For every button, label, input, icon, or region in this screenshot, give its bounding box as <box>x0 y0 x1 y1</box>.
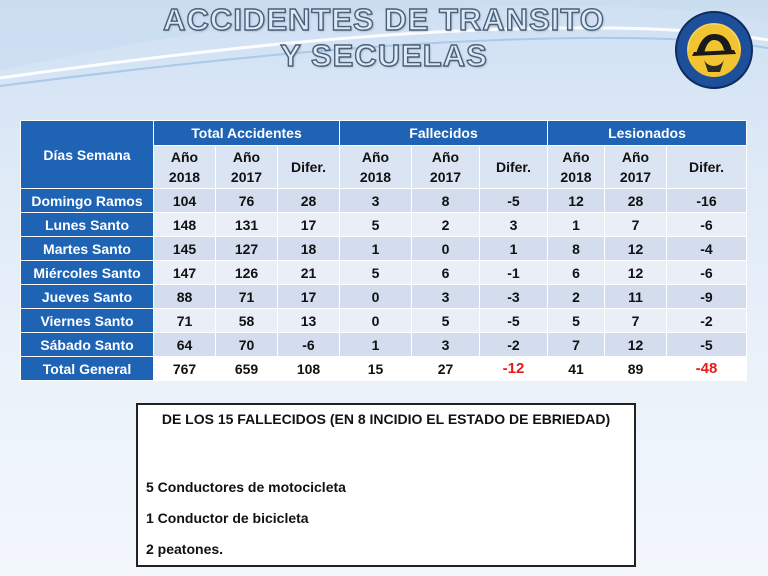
table-row <box>21 309 747 333</box>
table-cell: 147 <box>154 261 216 285</box>
row-label: Miércoles Santo <box>21 261 154 285</box>
table-row <box>21 189 747 213</box>
table-cell: 8 <box>548 237 605 261</box>
table-cell: 6 <box>548 261 605 285</box>
table-cell: 21 <box>278 261 340 285</box>
column-subheader <box>216 146 278 189</box>
table-cell: 5 <box>340 261 412 285</box>
table-cell: 3 <box>412 285 480 309</box>
table-cell: 5 <box>340 213 412 237</box>
table-cell: 17 <box>278 285 340 309</box>
table-row <box>21 285 747 309</box>
row-label: Martes Santo <box>21 237 154 261</box>
table-cell: -6 <box>667 261 747 285</box>
subheader-text: Año <box>562 149 590 165</box>
column-subheader <box>605 146 667 189</box>
table-cell: 148 <box>154 213 216 237</box>
table-row <box>21 237 747 261</box>
subheader-text: 2018 <box>168 169 201 185</box>
table-cell: 5 <box>548 309 605 333</box>
table-cell: 104 <box>154 189 216 213</box>
table-cell: 5 <box>412 309 480 333</box>
table-cell: -2 <box>667 309 747 333</box>
group-header-deaths: Fallecidos <box>340 121 548 146</box>
table-cell: 3 <box>340 189 412 213</box>
subheader-text: Difer. <box>290 159 326 175</box>
table-cell: -48 <box>667 357 747 381</box>
table-cell: 17 <box>278 213 340 237</box>
note-line: 1 Conductor de bicicleta <box>146 510 309 526</box>
subheader-text: 2017 <box>230 169 263 185</box>
table-total-row <box>21 357 747 381</box>
table-cell: -16 <box>667 189 747 213</box>
group-header-injured: Lesionados <box>548 121 747 146</box>
subheader-text: 2017 <box>429 169 462 185</box>
column-subheader <box>548 146 605 189</box>
table-cell: 18 <box>278 237 340 261</box>
table-cell: 28 <box>278 189 340 213</box>
table-cell: 3 <box>480 213 548 237</box>
column-subheader <box>154 146 216 189</box>
table-cell: -6 <box>278 333 340 357</box>
table-cell: -5 <box>480 189 548 213</box>
table-cell: 41 <box>548 357 605 381</box>
column-subheader <box>480 146 548 189</box>
table-cell: 6 <box>412 261 480 285</box>
column-subheader <box>340 146 412 189</box>
table-cell: -9 <box>667 285 747 309</box>
column-subheader <box>412 146 480 189</box>
table-cell: 12 <box>605 237 667 261</box>
row-label: Lunes Santo <box>21 213 154 237</box>
table-cell: 1 <box>480 237 548 261</box>
table-cell: -5 <box>667 333 747 357</box>
table-cell: 131 <box>216 213 278 237</box>
table-cell: 1 <box>548 213 605 237</box>
title-line-1: ACCIDENTES DE TRANSITO <box>163 2 605 37</box>
table-cell: 0 <box>340 285 412 309</box>
group-header-total-accidents: Total Accidentes <box>154 121 340 146</box>
note-line: 2 peatones. <box>146 541 224 557</box>
table-row <box>21 333 747 357</box>
subheader-text: Difer. <box>688 159 724 175</box>
table-cell: 659 <box>216 357 278 381</box>
police-logo-icon <box>674 10 754 90</box>
table-cell: 127 <box>216 237 278 261</box>
table-cell: 88 <box>154 285 216 309</box>
subheader-text: Año <box>431 149 460 165</box>
subheader-text: Año <box>621 149 650 165</box>
table-cell: -6 <box>667 213 747 237</box>
row-label: Viernes Santo <box>21 309 154 333</box>
row-label: Domingo Ramos <box>21 189 154 213</box>
table-cell: 2 <box>548 285 605 309</box>
table-cell: 0 <box>340 309 412 333</box>
table-cell: 0 <box>412 237 480 261</box>
accidents-table <box>20 120 747 381</box>
subheader-text: Año <box>232 149 261 165</box>
note-heading: DE LOS 15 FALLECIDOS (EN 8 INCIDIO EL ESTADO DE EBRIEDAD) <box>161 411 611 427</box>
table-cell: 58 <box>216 309 278 333</box>
table-row <box>21 213 747 237</box>
table-cell: -5 <box>480 309 548 333</box>
table-cell: 27 <box>412 357 480 381</box>
table-cell: 12 <box>605 261 667 285</box>
note-line: 5 Conductores de motocicleta <box>146 479 346 495</box>
table-cell: -1 <box>480 261 548 285</box>
subheader-text: Año <box>170 149 199 165</box>
subheader-text: Año <box>361 149 390 165</box>
subheader-text: 2018 <box>560 169 592 185</box>
table-cell: 2 <box>412 213 480 237</box>
table-cell: 11 <box>605 285 667 309</box>
table-row <box>21 261 747 285</box>
table-cell: 7 <box>605 309 667 333</box>
table-cell: 1 <box>340 237 412 261</box>
table-cell: 126 <box>216 261 278 285</box>
table-cell: 1 <box>340 333 412 357</box>
table-cell: 64 <box>154 333 216 357</box>
table-cell: 108 <box>278 357 340 381</box>
column-subheader <box>278 146 340 189</box>
table-cell: 12 <box>548 189 605 213</box>
page-title <box>0 2 768 74</box>
table-cell: 71 <box>154 309 216 333</box>
table-cell: 767 <box>154 357 216 381</box>
subheader-text: 2018 <box>359 169 392 185</box>
table-cell: 8 <box>412 189 480 213</box>
row-label: Jueves Santo <box>21 285 154 309</box>
column-header-days: Días Semana <box>21 121 154 189</box>
title-line-2: Y SECUELAS <box>280 38 488 73</box>
table-cell: -2 <box>480 333 548 357</box>
table-cell: 145 <box>154 237 216 261</box>
table-cell: 70 <box>216 333 278 357</box>
table-cell: 13 <box>278 309 340 333</box>
table-cell: 7 <box>548 333 605 357</box>
table-cell: 71 <box>216 285 278 309</box>
table-cell: 7 <box>605 213 667 237</box>
table-cell: -12 <box>480 357 548 381</box>
table-cell: -4 <box>667 237 747 261</box>
table-cell: 12 <box>605 333 667 357</box>
subheader-text: 2017 <box>619 169 652 185</box>
column-subheader <box>667 146 747 189</box>
table-cell: 3 <box>412 333 480 357</box>
fatalities-note-box <box>136 403 636 567</box>
table-cell: -3 <box>480 285 548 309</box>
subheader-text: Difer. <box>495 159 531 175</box>
table-cell: 89 <box>605 357 667 381</box>
row-label: Sábado Santo <box>21 333 154 357</box>
table-cell: 76 <box>216 189 278 213</box>
table-cell: 28 <box>605 189 667 213</box>
row-label: Total General <box>21 357 154 381</box>
table-cell: 15 <box>340 357 412 381</box>
